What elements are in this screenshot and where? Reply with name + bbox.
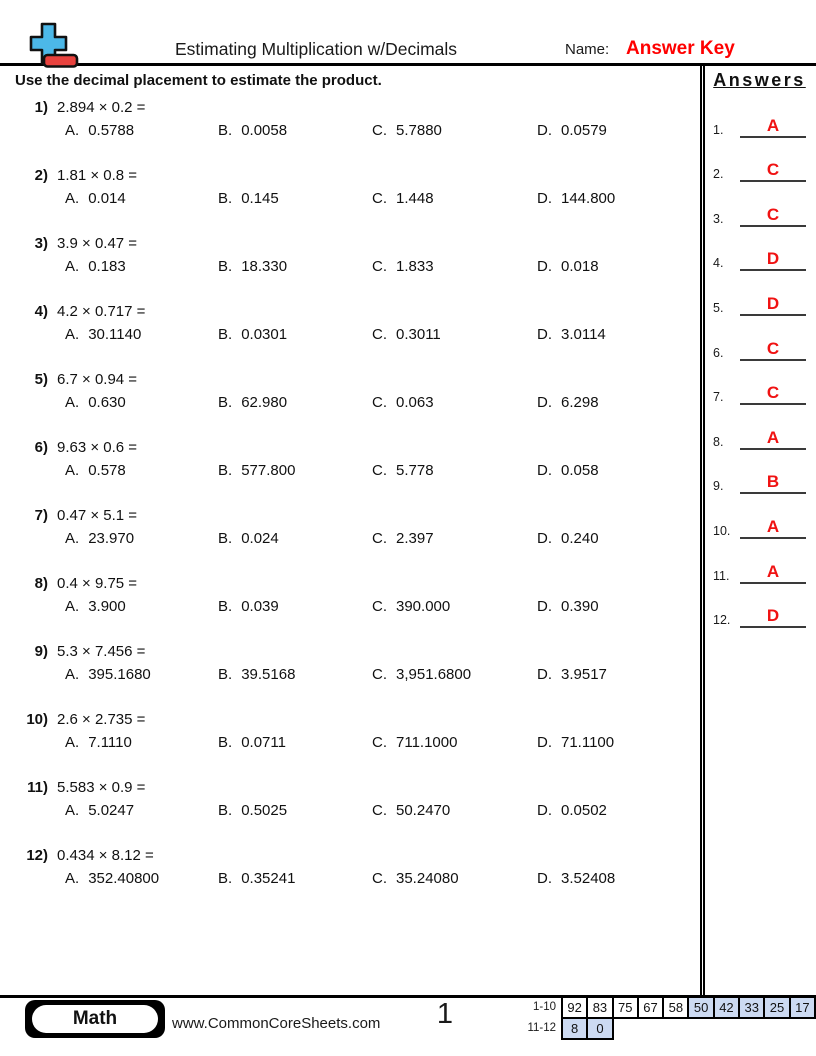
instructions: Use the decimal placement to estimate the product. [15,72,382,89]
question-expression: 0.434 × 8.12 = [57,847,154,864]
choice-b: B. 18.330 [218,258,288,275]
question-number: 9) [34,643,48,660]
answer-line [740,428,806,450]
answer-slot [713,584,806,629]
choice-d: D. 0.240 [537,530,599,547]
answer-letter: A [766,516,780,536]
plus-minus-logo-icon [27,22,79,68]
subject-badge [25,1000,165,1038]
name-label: Name: [565,41,610,58]
score-cell: 75 [613,997,638,1018]
question-item [15,167,700,207]
answer-slot [713,227,806,272]
answer-slot [713,93,806,138]
choice-d: D. 3.52408 [537,870,616,887]
page-number: 1 [436,998,454,1030]
page-title: Estimating Multiplication w/Decimals [175,39,458,59]
choice-d: D. 0.018 [537,258,599,275]
score-cell: 25 [764,997,789,1018]
choice-d: D. 0.058 [537,462,599,479]
answer-letter: D [766,606,780,626]
score-range-1: 1-10 [532,1001,556,1013]
choice-c: C. 1.833 [372,258,434,275]
choice-b: B. 0.024 [218,530,279,547]
answer-line [740,205,806,227]
score-range-labels [505,997,556,1039]
question-number: 10) [26,711,48,728]
answer-slot [713,494,806,539]
choice-a: A. 0.630 [65,394,126,411]
answer-line [740,517,806,539]
answers-panel [700,66,816,995]
choice-a: A. 0.5788 [65,122,135,139]
choice-b: B. 0.5025 [218,802,288,819]
choice-d: D. 3.0114 [537,326,606,343]
answer-line [740,472,806,494]
question-expression: 3.9 × 0.47 = [57,235,138,252]
question-item [15,847,700,887]
choice-a: A. 0.578 [65,462,126,479]
score-cell: 0 [587,1018,612,1039]
choice-b: B. 0.039 [218,598,279,615]
choice-c: C. 2.397 [372,530,434,547]
choice-b: B. 0.35241 [218,870,296,887]
score-cell: 50 [688,997,713,1018]
answer-number: 8. [713,434,724,449]
score-cell: 42 [714,997,739,1018]
choice-b: B. 39.5168 [218,666,296,683]
question-item [15,303,700,343]
choice-a: A. 3.900 [65,598,126,615]
question-number: 8) [34,575,48,592]
answer-number: 4. [713,256,724,271]
choice-a: A. 7.1110 [65,734,132,751]
choice-a: A. 0.014 [65,190,126,207]
answer-number: 1. [713,122,724,137]
choice-c: C. 50.2470 [372,802,451,819]
question-item [15,99,700,139]
answer-number: 9. [713,479,724,494]
question-number: 1) [34,99,48,116]
question-item [15,711,700,751]
choice-a: A. 352.40800 [65,870,160,887]
answer-slot [713,316,806,361]
choice-a: A. 0.183 [65,258,126,275]
question-expression: 2.894 × 0.2 = [57,99,146,116]
choice-b: B. 62.980 [218,394,288,411]
choice-a: A. 23.970 [65,530,135,547]
answer-slot [713,138,806,183]
choice-b: B. 577.800 [218,462,296,479]
answer-line [740,339,806,361]
answer-letter: A [766,561,780,581]
question-item [15,371,700,411]
questions-list [0,66,700,995]
answer-number: 7. [713,390,724,405]
footer [0,995,816,1056]
answer-letter: D [766,249,780,269]
answer-slot [713,539,806,584]
question-expression: 1.81 × 0.8 = [57,167,138,184]
answer-slot [713,450,806,495]
choice-c: C. 5.778 [372,462,434,479]
score-cell: 92 [562,997,587,1018]
answer-letter: A [766,115,780,135]
answer-line [740,116,806,138]
answer-line [740,606,806,628]
choice-b: B. 0.0711 [218,734,286,751]
question-item [15,779,700,819]
score-range-2: 11-12 [527,1022,556,1034]
choice-b: B. 0.0301 [218,326,288,343]
choice-c: C. 390.000 [372,598,451,615]
header [0,0,816,66]
question-number: 3) [34,235,48,252]
answer-slot [713,271,806,316]
question-item [15,575,700,615]
body [0,66,816,995]
answer-slot [713,405,806,450]
answer-letter: C [766,204,780,224]
score-cell: 58 [663,997,688,1018]
choice-a: A. 30.1140 [65,326,142,343]
answer-letter: A [766,427,780,447]
question-number: 12) [26,847,48,864]
score-row-2 [562,1018,815,1039]
choice-d: D. 6.298 [537,394,599,411]
question-number: 5) [34,371,48,388]
answer-letter: B [766,472,780,492]
answer-letter: C [766,160,780,180]
website-url: www.CommonCoreSheets.com [172,1015,381,1032]
answer-letter: C [766,338,780,358]
answer-letter: C [766,383,780,403]
choice-a: A. 5.0247 [65,802,135,819]
choice-c: C. 3,951.6800 [372,666,472,683]
answer-number: 12. [713,613,731,628]
score-cell: 83 [587,997,612,1018]
choice-c: C. 35.24080 [372,870,459,887]
question-number: 11) [27,779,48,796]
question-number: 6) [34,439,48,456]
choice-b: B. 0.0058 [218,122,288,139]
question-expression: 4.2 × 0.717 = [57,303,146,320]
choice-c: C. 1.448 [372,190,434,207]
answer-number: 11. [713,568,730,583]
question-number: 2) [34,167,48,184]
question-expression: 6.7 × 0.94 = [57,371,138,388]
answer-slot [713,182,806,227]
question-expression: 5.3 × 7.456 = [57,643,146,660]
choice-c: C. 0.063 [372,394,434,411]
question-expression: 5.583 × 0.9 = [57,779,146,796]
choice-c: C. 711.1000 [372,734,458,751]
answer-line [740,249,806,271]
choice-d: D. 0.0502 [537,802,607,819]
question-expression: 0.4 × 9.75 = [57,575,138,592]
answers-title: Answers [713,70,806,90]
choice-b: B. 0.145 [218,190,279,207]
question-item [15,507,700,547]
answer-number: 10. [713,523,731,538]
answer-line [740,383,806,405]
answer-number: 3. [713,211,724,226]
answer-number: 5. [713,300,724,315]
answer-letter: D [766,293,780,313]
question-item [15,235,700,275]
question-expression: 0.47 × 5.1 = [57,507,138,524]
name-value: Answer Key [626,38,735,59]
answers-list [713,93,806,628]
question-expression: 2.6 × 2.735 = [57,711,146,728]
choice-c: C. 0.3011 [372,326,441,343]
answer-line [740,160,806,182]
question-expression: 9.63 × 0.6 = [57,439,138,456]
question-number: 4) [34,303,48,320]
answer-number: 2. [713,167,724,182]
score-row-1 [562,997,815,1018]
score-cell: 67 [638,997,663,1018]
score-cell: 33 [739,997,764,1018]
score-cell: 17 [790,997,815,1018]
score-table [561,996,816,1040]
choice-d: D. 0.0579 [537,122,607,139]
question-item [15,643,700,683]
choice-a: A. 395.1680 [65,666,151,683]
answer-line [740,294,806,316]
answer-line [740,562,806,584]
choice-d: D. 71.1100 [537,734,615,751]
choice-d: D. 3.9517 [537,666,607,683]
question-item [15,439,700,479]
choice-d: D. 144.800 [537,190,616,207]
subject-label: Math [32,1005,158,1033]
answer-number: 6. [713,345,724,360]
score-cell: 8 [562,1018,587,1039]
choice-c: C. 5.7880 [372,122,442,139]
choice-d: D. 0.390 [537,598,599,615]
answer-slot [713,361,806,406]
question-number: 7) [34,507,48,524]
